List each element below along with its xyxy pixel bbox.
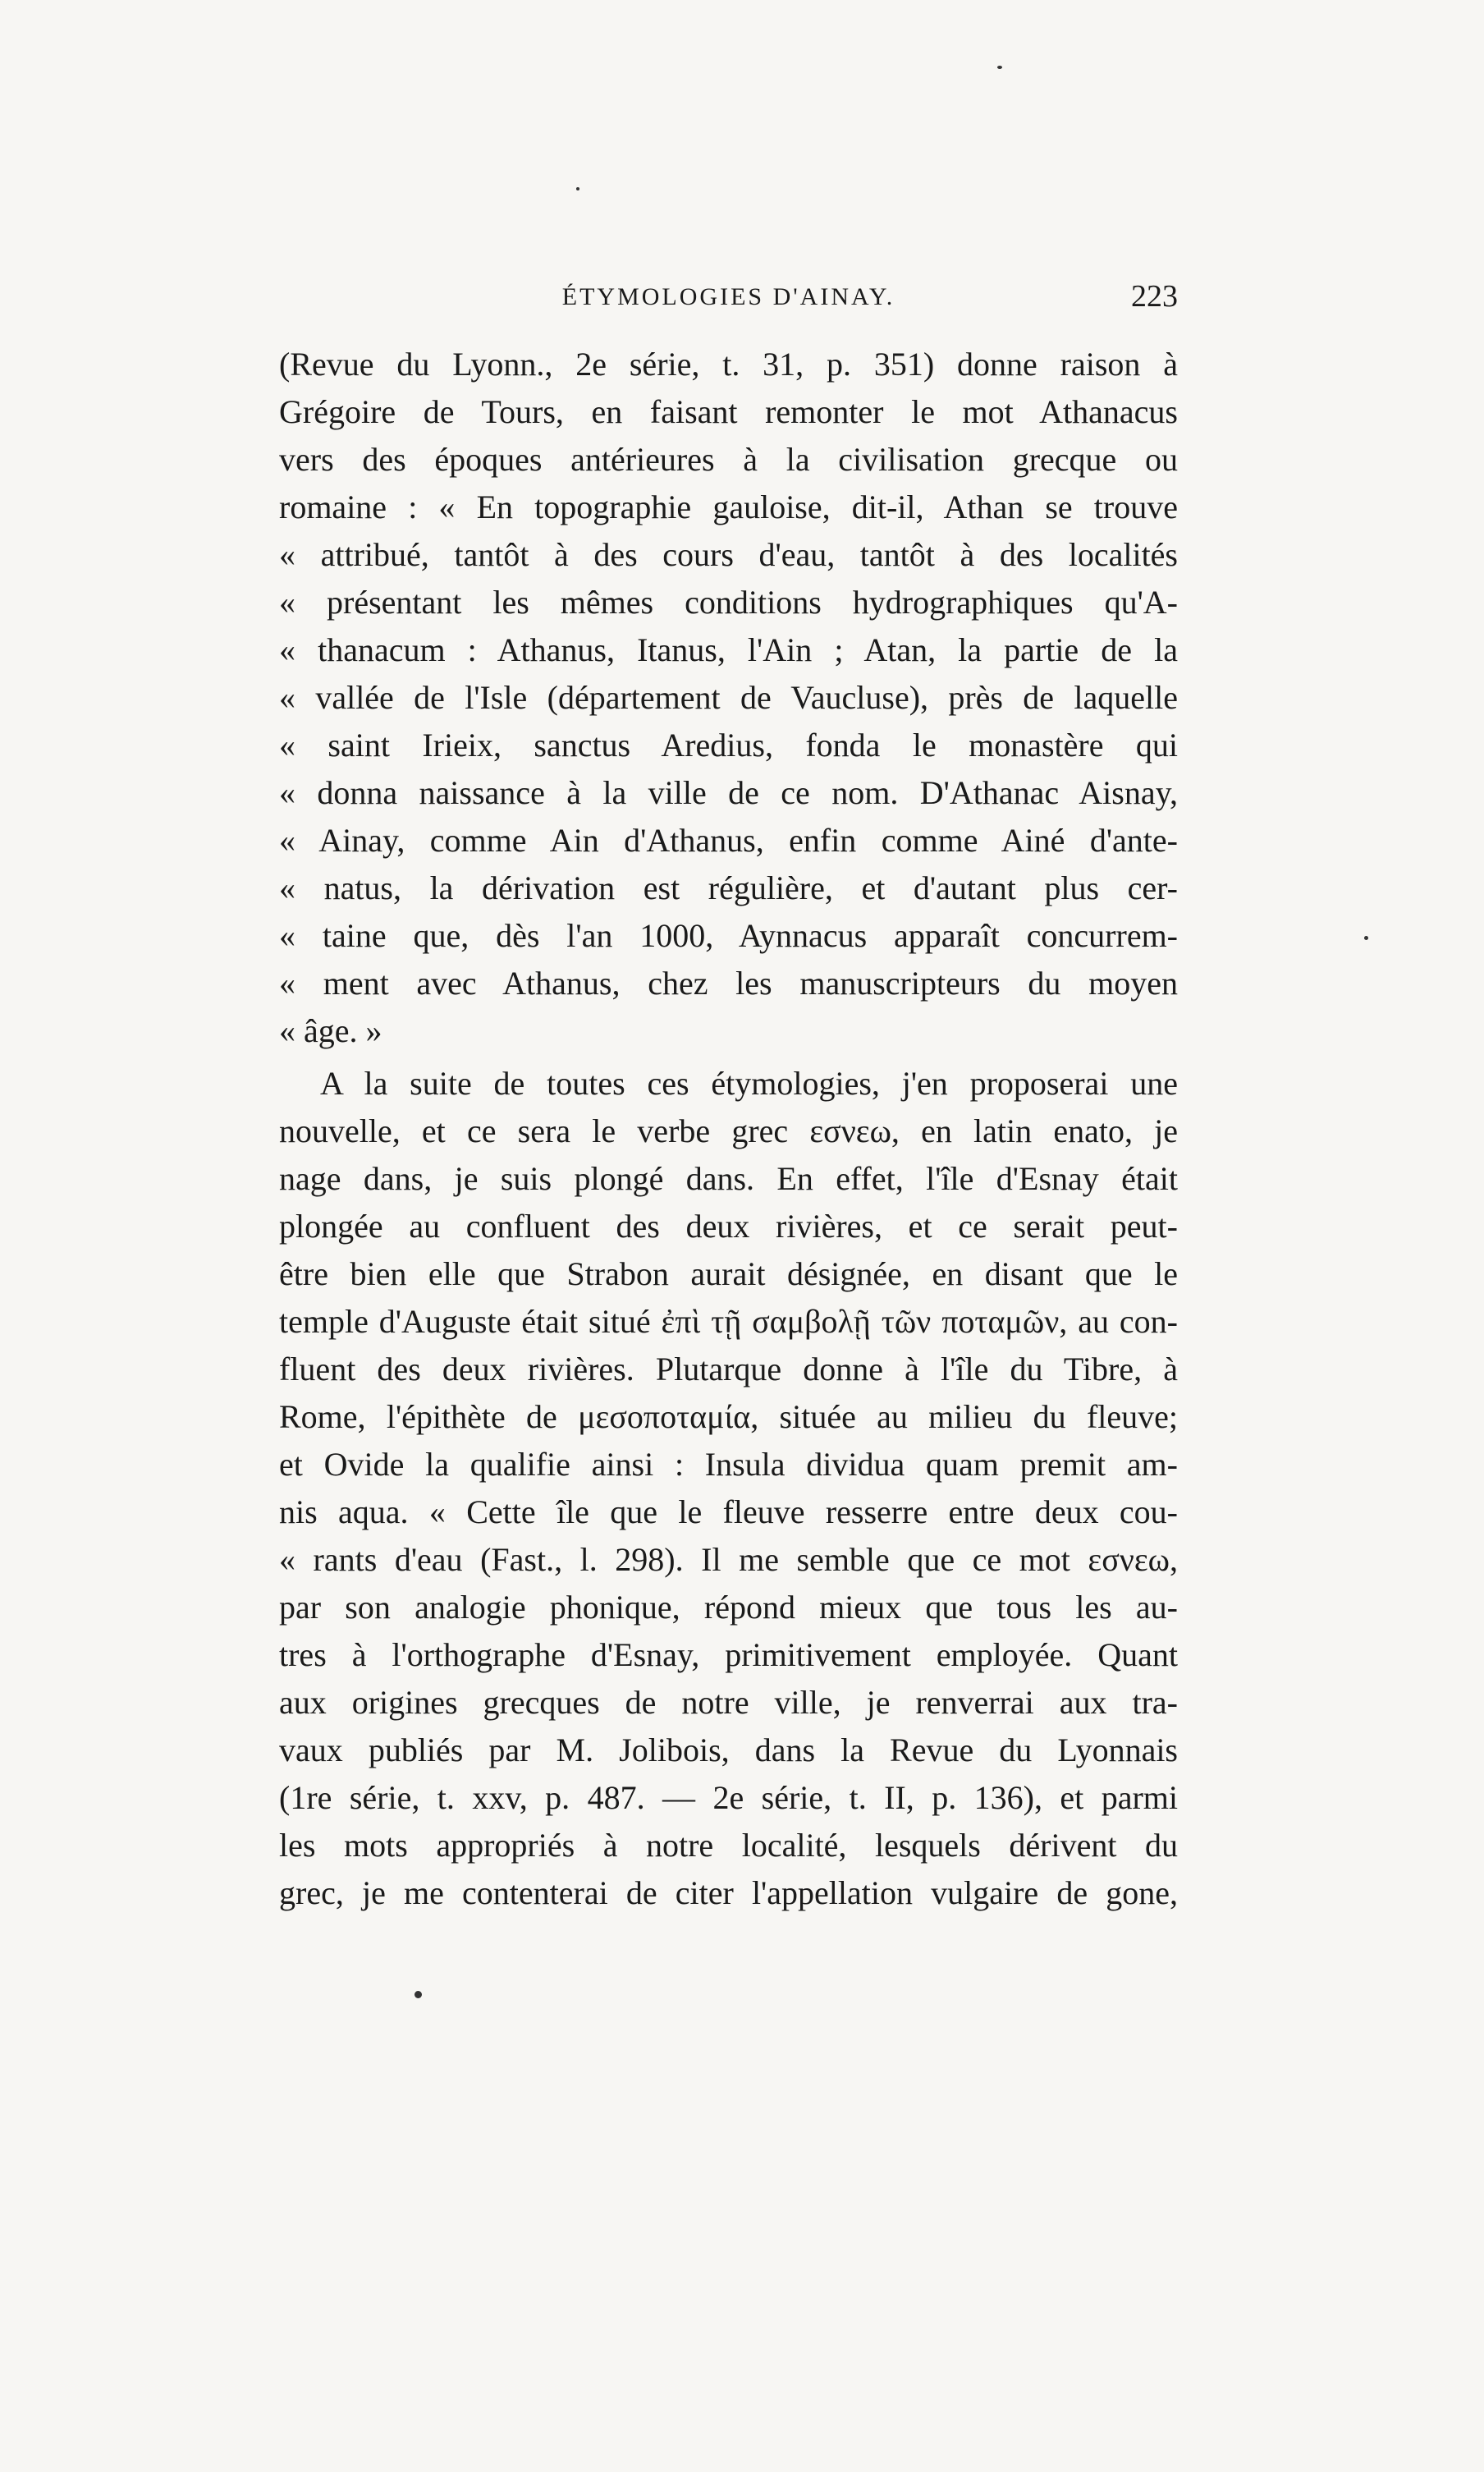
body-text bbox=[279, 341, 1178, 1917]
text-line: (Revue du Lyonn., 2e série, t. 31, p. 351) donne raison à bbox=[279, 346, 1178, 383]
text-line: « taine que, dès l'an 1000, Aynnacus apparaît concurrem- bbox=[279, 917, 1178, 954]
text-line: vaux publiés par M. Jolibois, dans la Revue du Lyonnais bbox=[279, 1731, 1178, 1768]
text-line: plongée au confluent des deux rivières, et ce serait peut- bbox=[279, 1208, 1178, 1245]
text-line: « vallée de l'Isle (département de Vaucluse), près de laquelle bbox=[279, 679, 1178, 716]
text-line: Rome, l'épithète de μεσοποταμία, située au milieu du fleuve; bbox=[279, 1398, 1178, 1435]
text-line: grec, je me contenterai de citer l'appellation vulgaire de gone, bbox=[279, 1874, 1178, 1911]
text-line: (1re série, t. xxv, p. 487. — 2e série, t. II, p. 136), et parmi bbox=[279, 1779, 1178, 1816]
text-line: « âge. » bbox=[279, 1012, 382, 1049]
text-line: « saint Irieix, sanctus Aredius, fonda le monastère qui bbox=[279, 727, 1178, 764]
text-line: « ment avec Athanus, chez les manuscripteurs du moyen bbox=[279, 965, 1178, 1002]
text-line: par son analogie phonique, répond mieux que tous les au- bbox=[279, 1589, 1178, 1626]
text-line: romaine : « En topographie gauloise, dit-il, Athan se trouve bbox=[279, 488, 1178, 525]
text-line: aux origines grecques de notre ville, je renverrai aux tra- bbox=[279, 1684, 1178, 1721]
text-line: « thanacum : Athanus, Itanus, l'Ain ; Atan, la partie de la bbox=[279, 631, 1178, 668]
text-line: temple d'Auguste était situé ἐπὶ τῇ σαμβολῇ τῶν ποταμῶν, au con- bbox=[279, 1303, 1178, 1340]
text-line: tres à l'orthographe d'Esnay, primitivement employée. Quant bbox=[279, 1636, 1178, 1673]
text-line: nouvelle, et ce sera le verbe grec εσνεω, en latin enato, je bbox=[279, 1112, 1178, 1149]
ink-speck bbox=[576, 187, 579, 190]
text-line: et Ovide la qualifie ainsi : Insula dividua quam premit am- bbox=[279, 1446, 1178, 1483]
ink-speck bbox=[1364, 936, 1368, 940]
text-line: « natus, la dérivation est régulière, et d'autant plus cer- bbox=[279, 869, 1178, 906]
text-line: « attribué, tantôt à des cours d'eau, tantôt à des localités bbox=[279, 536, 1178, 573]
ink-speck bbox=[997, 66, 1002, 69]
text-line: « donna naissance à la ville de ce nom. D'Athanac Aisnay, bbox=[279, 774, 1178, 811]
page-header bbox=[279, 279, 1178, 333]
text-line: « présentant les mêmes conditions hydrographiques qu'A- bbox=[279, 584, 1178, 621]
paragraph-start-line: A la suite de toutes ces étymologies, j'en proposerai une bbox=[320, 1065, 1178, 1102]
text-line: « rants d'eau (Fast., l. 298). Il me semble que ce mot εσνεω, bbox=[279, 1541, 1178, 1578]
page-number: 223 bbox=[1131, 279, 1178, 314]
text-line: les mots appropriés à notre localité, lesquels dérivent du bbox=[279, 1827, 1178, 1864]
text-line: vers des époques antérieures à la civilisation grecque ou bbox=[279, 441, 1178, 478]
ink-speck bbox=[415, 1991, 422, 1998]
text-line: être bien elle que Strabon aurait désignée, en disant que le bbox=[279, 1255, 1178, 1292]
text-line: nis aqua. « Cette île que le fleuve resserre entre deux cou- bbox=[279, 1493, 1178, 1530]
text-line: « Ainay, comme Ain d'Athanus, enfin comme Ainé d'ante- bbox=[279, 822, 1178, 859]
text-line: Grégoire de Tours, en faisant remonter le mot Athanacus bbox=[279, 393, 1178, 430]
text-line: fluent des deux rivières. Plutarque donne à l'île du Tibre, à bbox=[279, 1351, 1178, 1387]
text-line: nage dans, je suis plongé dans. En effet, l'île d'Esnay était bbox=[279, 1160, 1178, 1197]
running-title: ÉTYMOLOGIES D'AINAY. bbox=[561, 283, 895, 310]
